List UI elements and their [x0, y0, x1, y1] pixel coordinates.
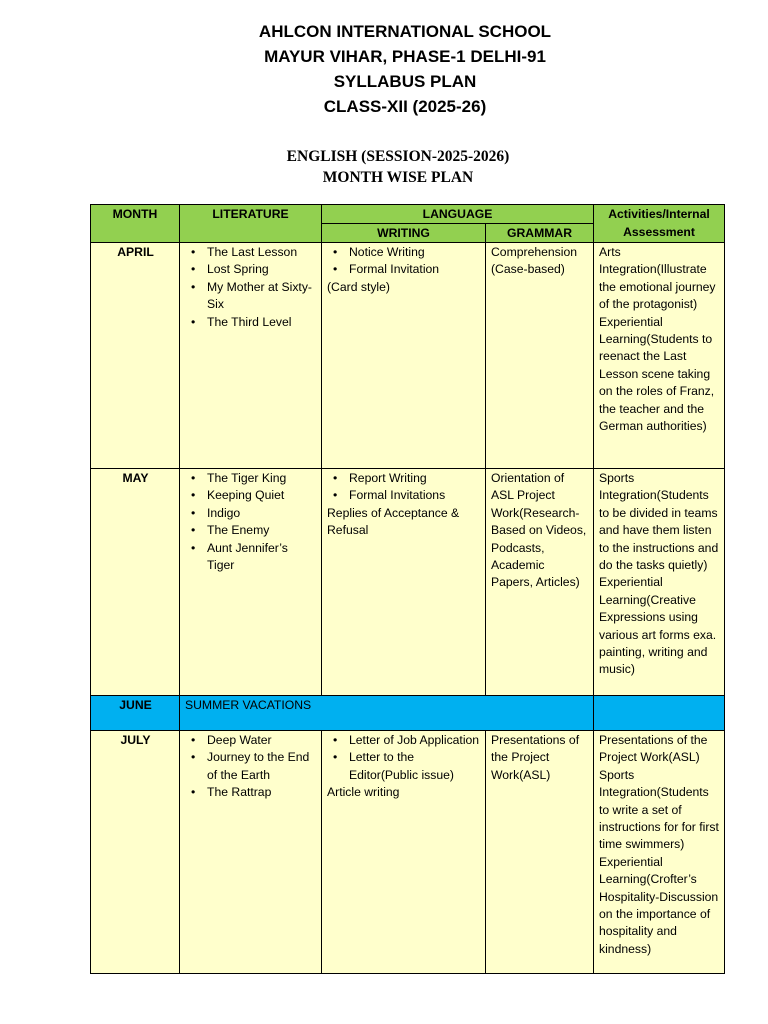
- list-item: • Notice Writing: [327, 244, 481, 261]
- literature-list: [185, 470, 317, 574]
- table-row: [91, 731, 725, 974]
- list-item: • The Last Lesson: [185, 244, 317, 261]
- month-cell: MAY: [91, 469, 180, 696]
- list-item: • The Enemy: [185, 522, 317, 539]
- list-item: • Letter of Job Application: [327, 732, 481, 749]
- header-row: [91, 205, 725, 224]
- list-item: • The Third Level: [185, 314, 317, 331]
- subject-title: ENGLISH (SESSION-2025-2026): [286, 148, 510, 165]
- literature-header: LITERATURE: [180, 205, 322, 243]
- list-item: • The Tiger King: [185, 470, 317, 487]
- literature-cell: [180, 469, 322, 696]
- table-row: [91, 243, 725, 469]
- list-item: • Keeping Quiet: [185, 487, 317, 504]
- activities-cell: Sports Integration(Students to be divided in teams and have them listen to the instructions and do the tasks quietly) Experiential Learning(Creative Expressions using various art forms exa. painting, writing and music): [594, 469, 725, 696]
- table-row: [91, 696, 725, 731]
- list-item: • Formal Invitation: [327, 261, 481, 278]
- school-name: AHLCON INTERNATIONAL SCHOOL: [258, 22, 552, 41]
- literature-cell: [180, 731, 322, 974]
- literature-cell: [180, 243, 322, 469]
- list-item: • My Mother at Sixty-Six: [185, 279, 317, 314]
- list-item: • Formal Invitations: [327, 487, 481, 504]
- list-item: • The Rattrap: [185, 784, 317, 801]
- writing-cell: [322, 243, 486, 469]
- activities-header: Activities/Internal Assessment: [594, 205, 725, 243]
- list-item: • Aunt Jennifer’s Tiger: [185, 540, 317, 575]
- writing-extra: (Card style): [327, 279, 390, 294]
- month-cell: APRIL: [91, 243, 180, 469]
- month-cell: JUNE: [91, 696, 180, 731]
- grammar-cell: Orientation of ASL Project Work(Research-Based on Videos, Podcasts, Academic Papers, Articles): [486, 469, 594, 696]
- school-address: MAYUR VIHAR, PHASE-1 DELHI-91: [264, 47, 546, 66]
- writing-list: [327, 732, 481, 784]
- writing-header: WRITING: [322, 224, 486, 243]
- month-header: MONTH: [91, 205, 180, 243]
- school-header: [0, 19, 768, 119]
- grammar-header: GRAMMAR: [486, 224, 594, 243]
- activities-cell: [594, 696, 725, 731]
- list-item: • Letter to the Editor(Public issue): [327, 749, 481, 784]
- plan-title: SYLLABUS PLAN: [333, 72, 477, 91]
- writing-extra: Replies of Acceptance & Refusal: [327, 505, 460, 538]
- literature-list: [185, 244, 317, 331]
- writing-extra: Article writing: [327, 785, 400, 800]
- table-row: [91, 469, 725, 696]
- list-item: • Deep Water: [185, 732, 317, 749]
- grammar-cell: Presentations of the Project Work(ASL): [486, 731, 594, 974]
- plan-type: MONTH WISE PLAN: [322, 169, 474, 186]
- writing-list: [327, 244, 481, 279]
- subject-header: [0, 146, 768, 188]
- writing-cell: [322, 731, 486, 974]
- writing-cell: [322, 469, 486, 696]
- literature-list: [185, 732, 317, 802]
- activities-cell: Arts Integration(Illustrate the emotional journey of the protagonist) Experiential Learning(Students to reenact the Last Lesson scene taking on the roles of Franz, the teacher and the German authorities): [594, 243, 725, 469]
- grammar-cell: Comprehension (Case-based): [486, 243, 594, 469]
- writing-list: [327, 470, 481, 505]
- language-header: LANGUAGE: [322, 205, 594, 224]
- list-item: • Indigo: [185, 505, 317, 522]
- list-item: • Lost Spring: [185, 261, 317, 278]
- class-title: CLASS-XII (2025-26): [323, 97, 487, 116]
- activities-cell: Presentations of the Project Work(ASL) Sports Integration(Students to write a set of instructions for for first time swimmers) Experiential Learning(Crofter’s Hospitality-Discussion on the importance of hospitality and kindness): [594, 731, 725, 974]
- syllabus-table: [90, 204, 725, 974]
- list-item: • Journey to the End of the Earth: [185, 749, 317, 784]
- list-item: • Report Writing: [327, 470, 481, 487]
- vacation-cell: SUMMER VACATIONS: [180, 696, 594, 731]
- month-cell: JULY: [91, 731, 180, 974]
